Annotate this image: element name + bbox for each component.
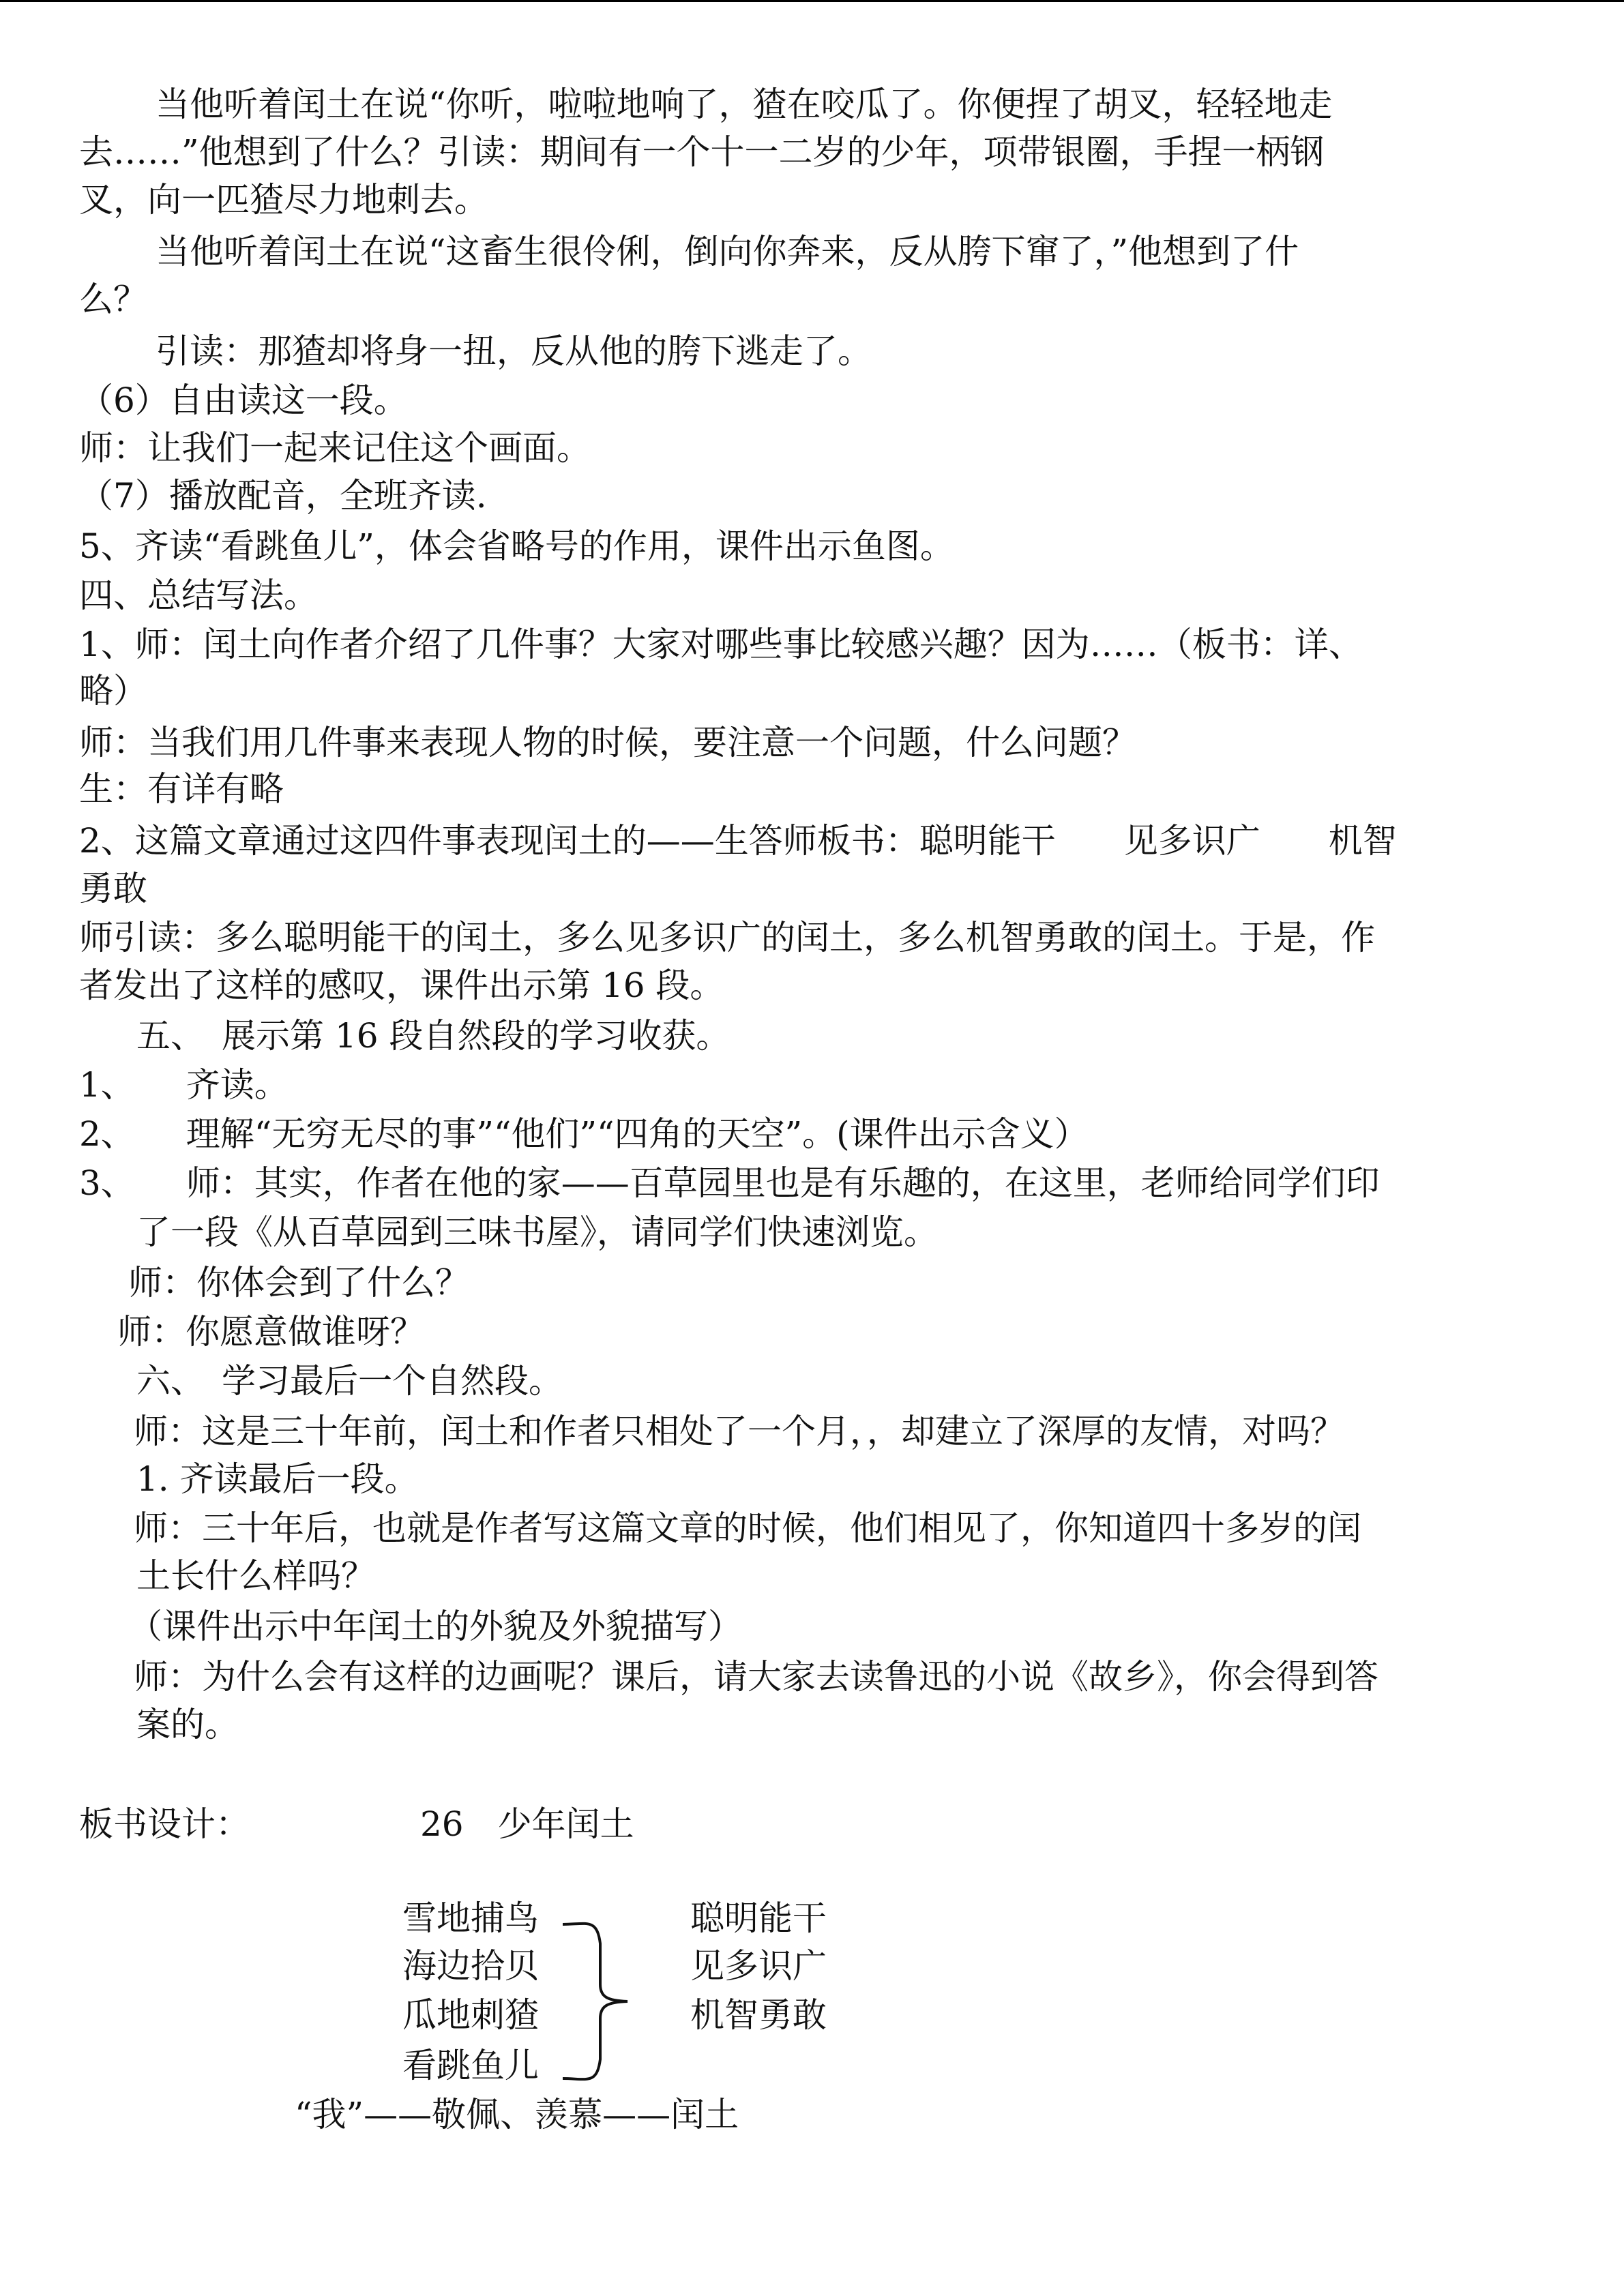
board-event: 瓜地刺猹 (402, 1995, 539, 2035)
text-line: 师：你愿意做谁呀？ (117, 1312, 424, 1352)
text-line: 去……”他想到了什么？引读：期间有一个十一二岁的少年，项带银圈，手捏一柄钢 (79, 132, 1325, 172)
text-line: 者发出了这样的感叹，课件出示第 16 段。 (79, 966, 724, 1005)
board-event: 看跳鱼儿 (402, 2046, 539, 2085)
board-trait: 聪明能干 (690, 1898, 827, 1938)
board-label: 板书设计： (79, 1804, 250, 1844)
section-heading: 四、总结写法。 (79, 576, 318, 615)
text-line: 叉，向一匹猹尽力地刺去。 (79, 180, 488, 220)
text-line: 略） (79, 671, 147, 711)
section-heading: 六、 学习最后一个自然段。 (136, 1361, 563, 1401)
board-trait: 见多识广 (690, 1946, 827, 1986)
curly-brace-icon (559, 1916, 641, 2087)
text-line: 了一段《从百草园到三味书屋》，请同学们快速浏览。 (136, 1212, 938, 1252)
text-line: 土长什么样吗？ (136, 1556, 375, 1596)
text-line: 师：三十年后，也就是作者写这篇文章的时候，他们相见了，你知道四十多岁的闰 (134, 1508, 1361, 1548)
text-line: 1、师：闰土向作者介绍了几件事？大家对哪些事比较感兴趣？因为……（板书：详、 (79, 625, 1363, 664)
text-line: 师：让我们一起来记住这个画面。 (79, 428, 591, 468)
board-event: 雪地捕鸟 (402, 1898, 539, 1938)
text-line: 勇敢 (79, 869, 147, 908)
text-line: 师：为什么会有这样的边画呢？课后，请大家去读鲁迅的小说《故乡》，你会得到答 (134, 1657, 1378, 1697)
board-title: 26 少年闰土 (420, 1804, 634, 1844)
text-line: （6）自由读这一段。 (79, 381, 408, 420)
text-line: 1、 齐读。 (79, 1065, 289, 1105)
text-line: 师引读：多么聪明能干的闰土，多么见多识广的闰土，多么机智勇敢的闰土。于是，作 (79, 918, 1375, 957)
text-line: （课件出示中年闰土的外貌及外貌描写） (128, 1607, 742, 1646)
text-line: 生：有详有略 (79, 769, 284, 809)
text-line: 师：当我们用几件事来表现人物的时候，要注意一个问题，什么问题？ (79, 723, 1136, 762)
text-line: 1. 齐读最后一段。 (136, 1459, 419, 1499)
section-heading: 五、 展示第 16 段自然段的学习收获。 (136, 1016, 730, 1056)
text-line: 师：你体会到了什么？ (128, 1263, 469, 1302)
text-line: 师：这是三十年前，闰土和作者只相处了一个月，，却建立了深厚的友情，对吗？ (134, 1412, 1344, 1451)
text-line: 3、 师：其实，作者在他的家——百草园里也是有乐趣的，在这里，老师给同学们印 (79, 1163, 1380, 1203)
board-event: 海边拾贝 (402, 1946, 539, 1986)
text-line: 2、 理解“无穷无尽的事”“他们”“四角的天空”。(课件出示含义） (79, 1114, 1089, 1154)
board-trait: 机智勇敢 (690, 1995, 827, 2035)
text-line: 么？ (79, 280, 147, 319)
text-line: 案的。 (136, 1705, 239, 1744)
text-line: 引读：那猹却将身一扭，反从他的胯下逃走了。 (156, 331, 872, 371)
text-line: 5、齐读“看跳鱼儿”，体会省略号的作用，课件出示鱼图。 (79, 526, 954, 566)
text-line: 当他听着闰土在说“你听，啦啦地响了，猹在咬瓜了。你便捏了胡叉，轻轻地走 (156, 85, 1333, 124)
text-line: 2、这篇文章通过这四件事表现闰土的——生答师板书：聪明能干 见多识广 机智 (79, 821, 1397, 861)
board-relation: “我”——敬佩、羡慕——闰土 (295, 2095, 739, 2134)
text-line: 当他听着闰土在说“这畜生很伶俐，倒向你奔来，反从胯下窜了，”他想到了什 (156, 232, 1299, 271)
text-line: （7）播放配音，全班齐读. (79, 476, 487, 516)
